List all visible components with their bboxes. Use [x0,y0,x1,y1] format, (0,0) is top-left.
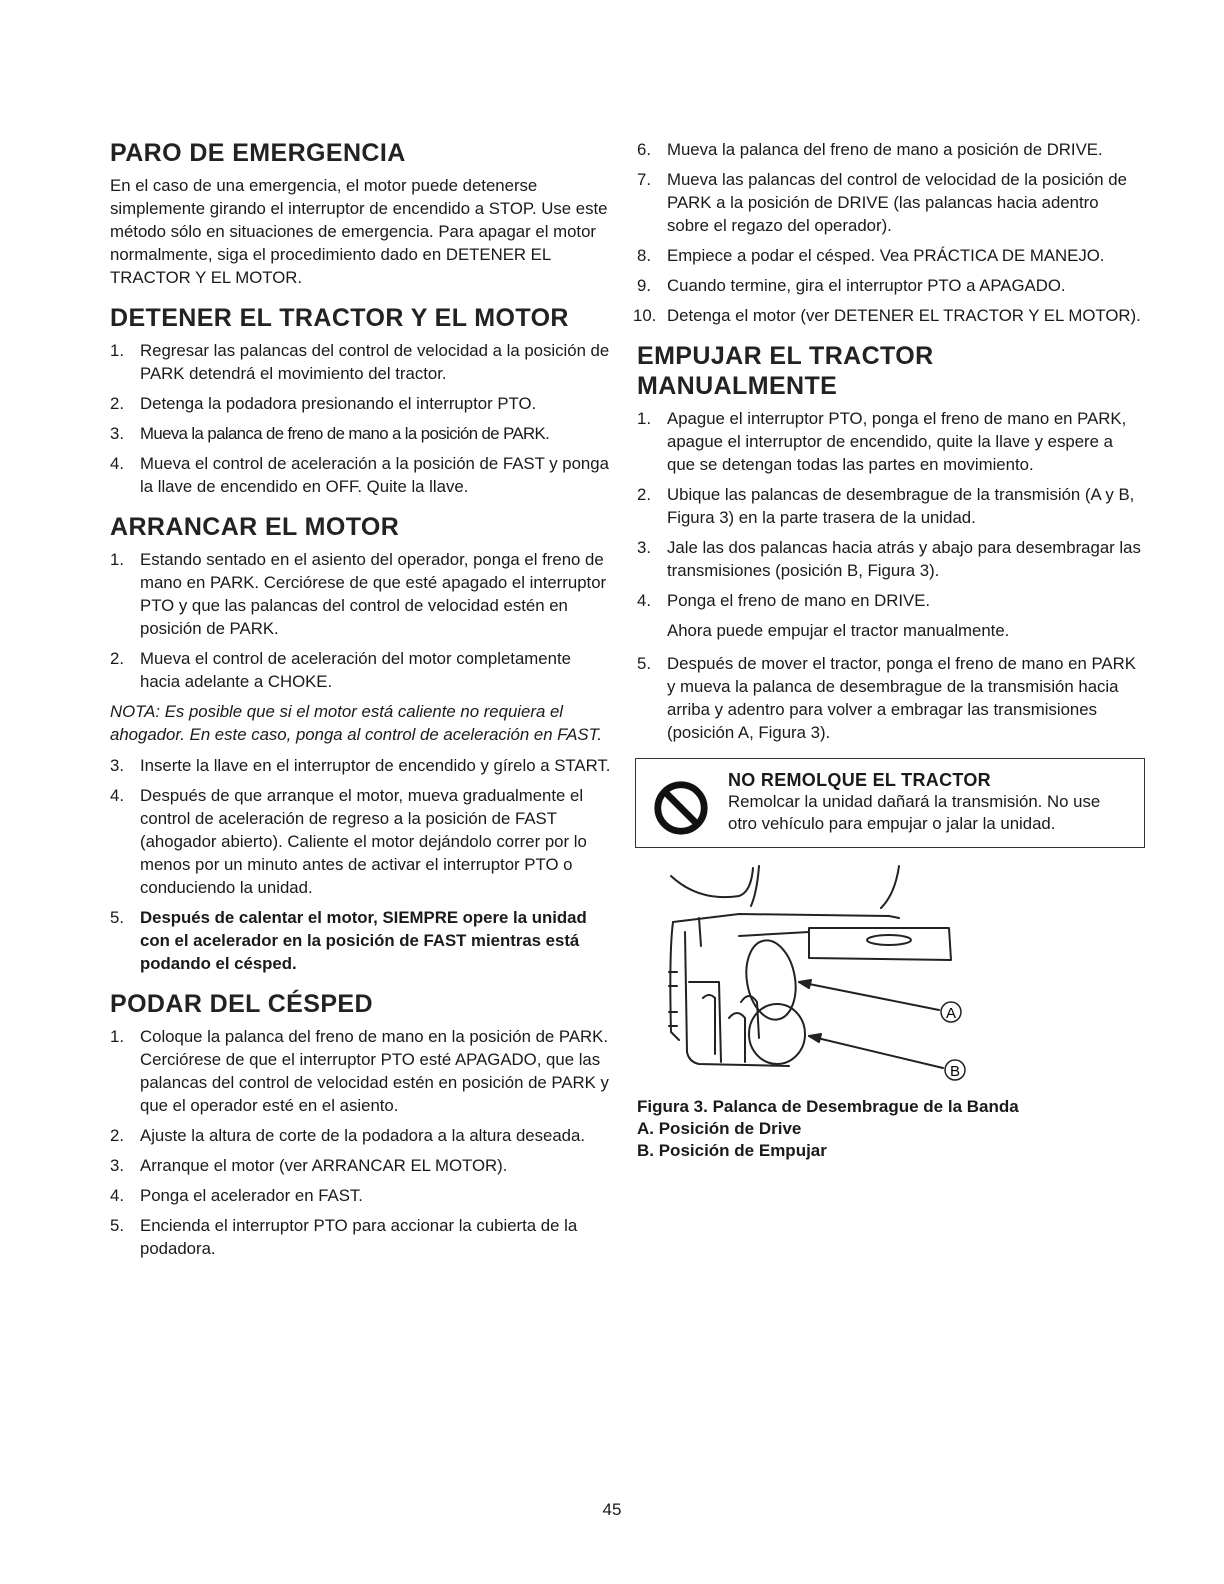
list-item: 4. Ponga el acelerador en FAST. [110,1186,363,1205]
list-item: 1. Regresar las palancas del control de velocidad a la posición de PARK detendrá el movimiento del tractor. [110,341,610,383]
section-title-empujar: EMPUJAR EL TRACTOR MANUALMENTE [637,342,934,400]
warning-text: Remolcar la unidad dañará la transmisión. No use otro vehículo para empujar o jalar la unidad. [728,792,1101,833]
section-title-paro: PARO DE EMERGENCIA [110,139,406,167]
transmission-lever-drawing [659,862,989,1092]
left-column [110,138,615,1267]
list-item: 5. Después de calentar el motor, SIEMPRE opere la unidad con el acelerador en la posición de FAST mientras está podando el césped. [110,908,587,973]
podar-list [110,1025,615,1260]
list-item: 3. Mueva la palanca de freno de mano a la posición de PARK. [110,424,550,443]
list-item: 10. Detenga el motor (ver DETENER EL TRACTOR Y EL MOTOR). [633,306,1141,325]
list-item: 2. Mueva el control de aceleración del motor completamente hacia adelante a CHOKE. [110,649,571,691]
section-title-podar: PODAR DEL CÉSPED [110,990,373,1018]
podar-list-cont [633,138,1145,327]
list-item: 4. Después de que arranque el motor, mueva gradualmente el control de aceleración de regreso a la posición de FAST (ahogador abierto). Caliente el motor dejándolo correr por lo menos por un minuto antes de activar el interruptor PTO o conduciendo la unidad. [110,786,587,897]
figure-caption-a: A. Posición de Drive [637,1119,802,1138]
prohibited-icon [652,779,710,837]
list-item: 3. Inserte la llave en el interruptor de encendido y gírelo a START. [110,756,611,775]
warning-title: NO REMOLQUE EL TRACTOR [728,770,991,790]
right-column [633,138,1145,1162]
paro-paragraph: En el caso de una emergencia, el motor puede detenerse simplemente girando el interruptor de encendido a STOP. Use este método sólo en situaciones de emergencia. Para apagar el motor normalmente, siga el procedimiento dado en DETENER EL TRACTOR Y EL MOTOR. [110,176,608,287]
list-item: 8. Empiece a podar el césped. Vea PRÁCTICA DE MANEJO. [637,246,1105,265]
list-item: 3. Jale las dos palancas hacia atrás y abajo para desembragar las transmisiones (posición B, Figura 3). [637,538,1141,580]
list-item: 1. Coloque la palanca del freno de mano en la posición de PARK. Cerciórese de que el interruptor PTO esté APAGADO, que las palancas del control de velocidad estén en posición de PARK y que el operador esté en el asiento. [110,1027,609,1115]
list-item: 1. Apague el interruptor PTO, ponga el freno de mano en PARK, apague el interruptor de encendido, quite la llave y espere a que se detengan todas las partes en movimiento. [637,409,1127,474]
list-item: 3. Arranque el motor (ver ARRANCAR EL MOTOR). [110,1156,508,1175]
section-title-detener: DETENER EL TRACTOR Y EL MOTOR [110,304,569,332]
detener-list [110,339,615,498]
list-item: 5. Encienda el interruptor PTO para accionar la cubierta de la podadora. [110,1216,578,1258]
list-item: 4. Ponga el freno de mano en DRIVE. [637,591,931,610]
list-item: 9. Cuando termine, gira el interruptor PTO a APAGADO. [637,276,1066,295]
list-item: 6. Mueva la palanca del freno de mano a posición de DRIVE. [637,140,1103,159]
empujar-list-cont [637,652,1145,744]
list-item: 7. Mueva las palancas del control de velocidad de la posición de PARK a la posición de DRIVE (las palancas hacia adentro sobre el regazo del operador). [637,170,1127,235]
empujar-list [637,407,1145,612]
list-item: 2. Detenga la podadora presionando el interruptor PTO. [110,394,537,413]
arrancar-list [110,548,615,693]
list-item: 4. Mueva el control de aceleración a la posición de FAST y ponga la llave de encendido en OFF. Quite la llave. [110,454,609,496]
list-item: 2. Ajuste la altura de corte de la podadora a la altura deseada. [110,1126,586,1145]
section-title-arrancar: ARRANCAR EL MOTOR [110,513,400,541]
list-item: 5. Después de mover el tractor, ponga el freno de mano en PARK y mueva la palanca de desembrague de la transmisión hacia arriba y adentro para volver a embragar las transmisiones (posición A, Figura 3). [637,654,1136,742]
arrancar-note: NOTA: Es posible que si el motor está caliente no requiera el ahogador. En este caso, ponga al control de aceleración en FAST. [110,702,602,744]
page-number: 45 [602,1500,622,1519]
arrancar-list-cont [110,754,615,975]
figure-3-illustration [659,862,989,1092]
empujar-after-step4: Ahora puede empujar el tractor manualmente. [667,621,1010,640]
figure-caption-b: B. Posición de Empujar [637,1141,827,1160]
label-a: A [945,1005,957,1022]
warning-box [635,758,1145,848]
label-b: B [949,1063,961,1080]
list-item: 2. Ubique las palancas de desembrague de la transmisión (A y B, Figura 3) en la parte trasera de la unidad. [637,485,1135,527]
list-item: 1. Estando sentado en el asiento del operador, ponga el freno de mano en PARK. Cerciórese de que esté apagado el interruptor PTO y que las palancas del control de velocidad estén en posición de PARK. [110,550,607,638]
figure-caption-title: Figura 3. Palanca de Desembrague de la Banda [637,1097,1019,1116]
